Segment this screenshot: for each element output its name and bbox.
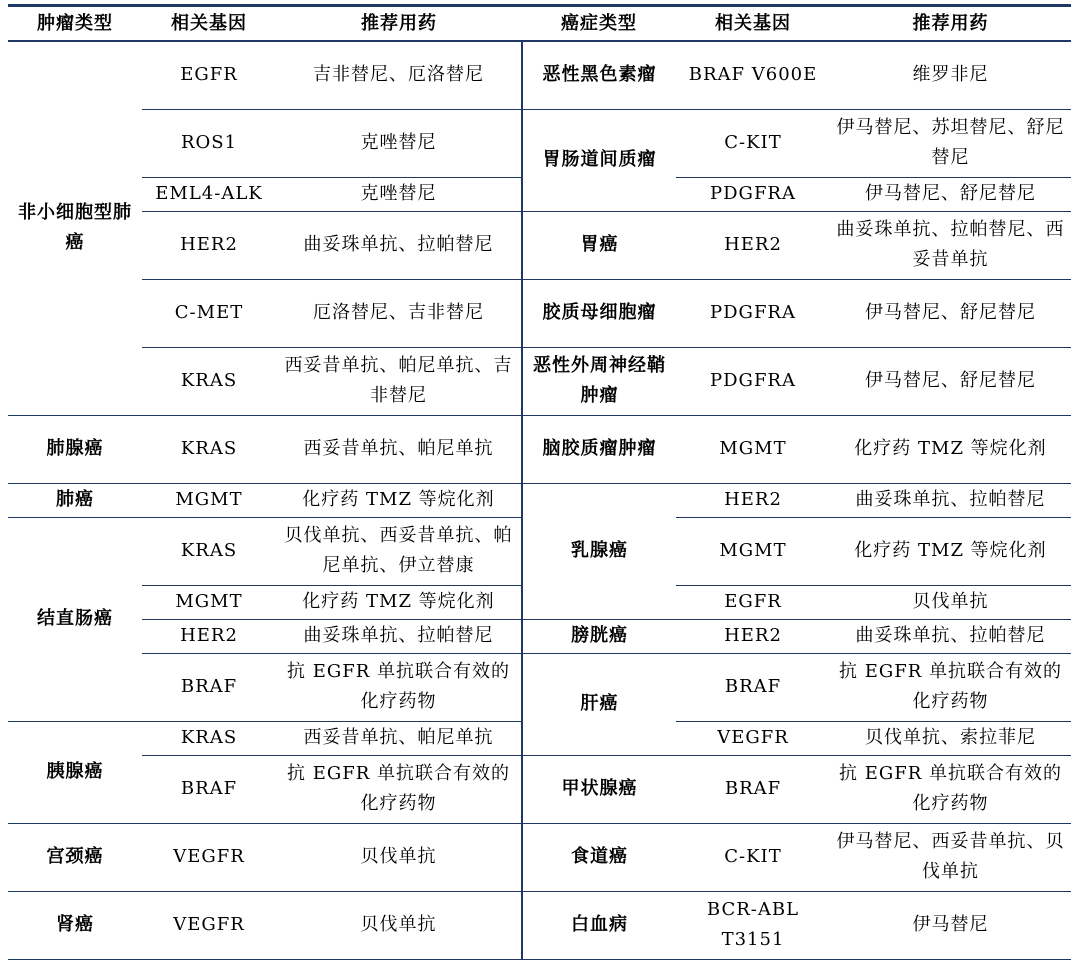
cancer-type-thyroid: 甲状腺癌 <box>522 755 676 823</box>
gene-cell: BRAF <box>676 755 830 823</box>
drug-cell: 贝伐单抗 <box>830 585 1071 619</box>
gene-cell: VEGFR <box>142 823 276 891</box>
gene-cell: KRAS <box>142 415 276 483</box>
cancer-type-breast: 乳腺癌 <box>522 483 676 619</box>
drug-cell: 曲妥珠单抗、拉帕替尼 <box>830 483 1071 517</box>
drug-cell: 克唑替尼 <box>276 109 522 177</box>
gene-cell: MGMT <box>142 585 276 619</box>
gene-cell: BCR-ABL T3151 <box>676 891 830 959</box>
drug-cell: 化疗药 TMZ 等烷化剂 <box>276 483 522 517</box>
gene-cell: C-KIT <box>676 823 830 891</box>
table-row <box>8 347 1071 415</box>
drug-cell: 曲妥珠单抗、拉帕替尼 <box>276 211 522 279</box>
top-rule <box>8 4 1071 7</box>
cancer-type-glioma: 脑胶质瘤肿瘤 <box>522 415 676 483</box>
drug-cell: 曲妥珠单抗、拉帕替尼 <box>830 619 1071 653</box>
gene-cell: BRAF <box>676 653 830 721</box>
table-row <box>8 415 1071 483</box>
tumor-type-nsclc: 非小细胞型肺癌 <box>8 41 142 415</box>
gene-drug-table-page <box>8 4 1071 972</box>
col-header-drug: 推荐用药 <box>276 8 522 41</box>
gene-cell: KRAS <box>142 721 276 755</box>
drug-cell: 贝伐单抗 <box>276 891 522 959</box>
drug-cell: 曲妥珠单抗、拉帕替尼、西妥昔单抗 <box>830 211 1071 279</box>
drug-cell: 化疗药 TMZ 等烷化剂 <box>830 517 1071 585</box>
col-header-drug-right: 推荐用药 <box>830 8 1071 41</box>
cancer-type-stomach: 胃癌 <box>522 211 676 279</box>
gene-cell: MGMT <box>142 483 276 517</box>
tumor-type-kidney: 肾癌 <box>8 891 142 959</box>
gene-cell: HER2 <box>676 619 830 653</box>
gene-cell: PDGFRA <box>676 279 830 347</box>
table-row <box>8 653 1071 721</box>
drug-cell: 化疗药 TMZ 等烷化剂 <box>276 585 522 619</box>
drug-cell: 抗 EGFR 单抗联合有效的化疗药物 <box>830 755 1071 823</box>
drug-cell: 伊马替尼、西妥昔单抗、贝伐单抗 <box>830 823 1071 891</box>
table-row <box>8 109 1071 177</box>
cancer-type-gist: 胃肠道间质瘤 <box>522 109 676 211</box>
gene-cell: ROS1 <box>142 109 276 177</box>
cancer-type-melanoma: 恶性黑色素瘤 <box>522 41 676 109</box>
col-header-tumor-type: 肿瘤类型 <box>8 8 142 41</box>
gene-cell: PDGFRA <box>676 177 830 211</box>
gene-cell: C-KIT <box>676 109 830 177</box>
table-row <box>8 619 1071 653</box>
gene-cell: HER2 <box>142 619 276 653</box>
tumor-type-lung-adeno: 肺腺癌 <box>8 415 142 483</box>
gene-cell: BRAF <box>142 755 276 823</box>
drug-cell: 伊马替尼、舒尼替尼 <box>830 177 1071 211</box>
drug-cell: 曲妥珠单抗、拉帕替尼 <box>276 619 522 653</box>
gene-cell: MGMT <box>676 415 830 483</box>
gene-cell: HER2 <box>676 483 830 517</box>
gene-cell: EML4-ALK <box>142 177 276 211</box>
gene-cell: EGFR <box>142 41 276 109</box>
tumor-type-crc: 结直肠癌 <box>8 517 142 721</box>
tumor-type-lung: 肺癌 <box>8 483 142 517</box>
drug-cell: 贝伐单抗 <box>276 823 522 891</box>
col-header-gene: 相关基因 <box>142 8 276 41</box>
gene-cell: HER2 <box>142 211 276 279</box>
gene-cell: VEGFR <box>676 721 830 755</box>
gene-cell: KRAS <box>142 347 276 415</box>
drug-cell: 伊马替尼、苏坦替尼、舒尼替尼 <box>830 109 1071 177</box>
drug-cell: 西妥昔单抗、帕尼单抗、吉非替尼 <box>276 347 522 415</box>
drug-cell: 克唑替尼 <box>276 177 522 211</box>
drug-cell: 贝伐单抗、西妥昔单抗、帕尼单抗、伊立替康 <box>276 517 522 585</box>
gene-drug-table <box>8 8 1071 960</box>
gene-cell: HER2 <box>676 211 830 279</box>
gene-cell: VEGFR <box>142 891 276 959</box>
gene-cell: BRAF <box>142 653 276 721</box>
cancer-type-liver: 肝癌 <box>522 653 676 755</box>
cancer-type-leukemia: 白血病 <box>522 891 676 959</box>
drug-cell: 维罗非尼 <box>830 41 1071 109</box>
table-row <box>8 891 1071 959</box>
drug-cell: 伊马替尼 <box>830 891 1071 959</box>
drug-cell: 抗 EGFR 单抗联合有效的化疗药物 <box>276 755 522 823</box>
table-row <box>8 823 1071 891</box>
col-header-cancer-type: 癌症类型 <box>522 8 676 41</box>
gene-cell: C-MET <box>142 279 276 347</box>
drug-cell: 抗 EGFR 单抗联合有效的化疗药物 <box>276 653 522 721</box>
cancer-type-bladder: 膀胱癌 <box>522 619 676 653</box>
cancer-type-glioblastoma: 胶质母细胞瘤 <box>522 279 676 347</box>
tumor-type-pancreas: 胰腺癌 <box>8 721 142 823</box>
drug-cell: 化疗药 TMZ 等烷化剂 <box>830 415 1071 483</box>
gene-cell: PDGFRA <box>676 347 830 415</box>
drug-cell: 贝伐单抗、索拉菲尼 <box>830 721 1071 755</box>
gene-cell: BRAF V600E <box>676 41 830 109</box>
table-row <box>8 483 1071 517</box>
drug-cell: 厄洛替尼、吉非替尼 <box>276 279 522 347</box>
drug-cell: 西妥昔单抗、帕尼单抗 <box>276 415 522 483</box>
col-header-gene-right: 相关基因 <box>676 8 830 41</box>
gene-cell: MGMT <box>676 517 830 585</box>
cancer-type-mpnst: 恶性外周神经鞘肿瘤 <box>522 347 676 415</box>
cancer-type-esophagus: 食道癌 <box>522 823 676 891</box>
table-row <box>8 279 1071 347</box>
table-row <box>8 755 1071 823</box>
table-row <box>8 41 1071 109</box>
gene-cell: KRAS <box>142 517 276 585</box>
tumor-type-cervix: 宫颈癌 <box>8 823 142 891</box>
table-row <box>8 211 1071 279</box>
drug-cell: 吉非替尼、厄洛替尼 <box>276 41 522 109</box>
gene-cell: EGFR <box>676 585 830 619</box>
drug-cell: 西妥昔单抗、帕尼单抗 <box>276 721 522 755</box>
drug-cell: 伊马替尼、舒尼替尼 <box>830 279 1071 347</box>
drug-cell: 抗 EGFR 单抗联合有效的化疗药物 <box>830 653 1071 721</box>
header-row <box>8 8 1071 41</box>
drug-cell: 伊马替尼、舒尼替尼 <box>830 347 1071 415</box>
